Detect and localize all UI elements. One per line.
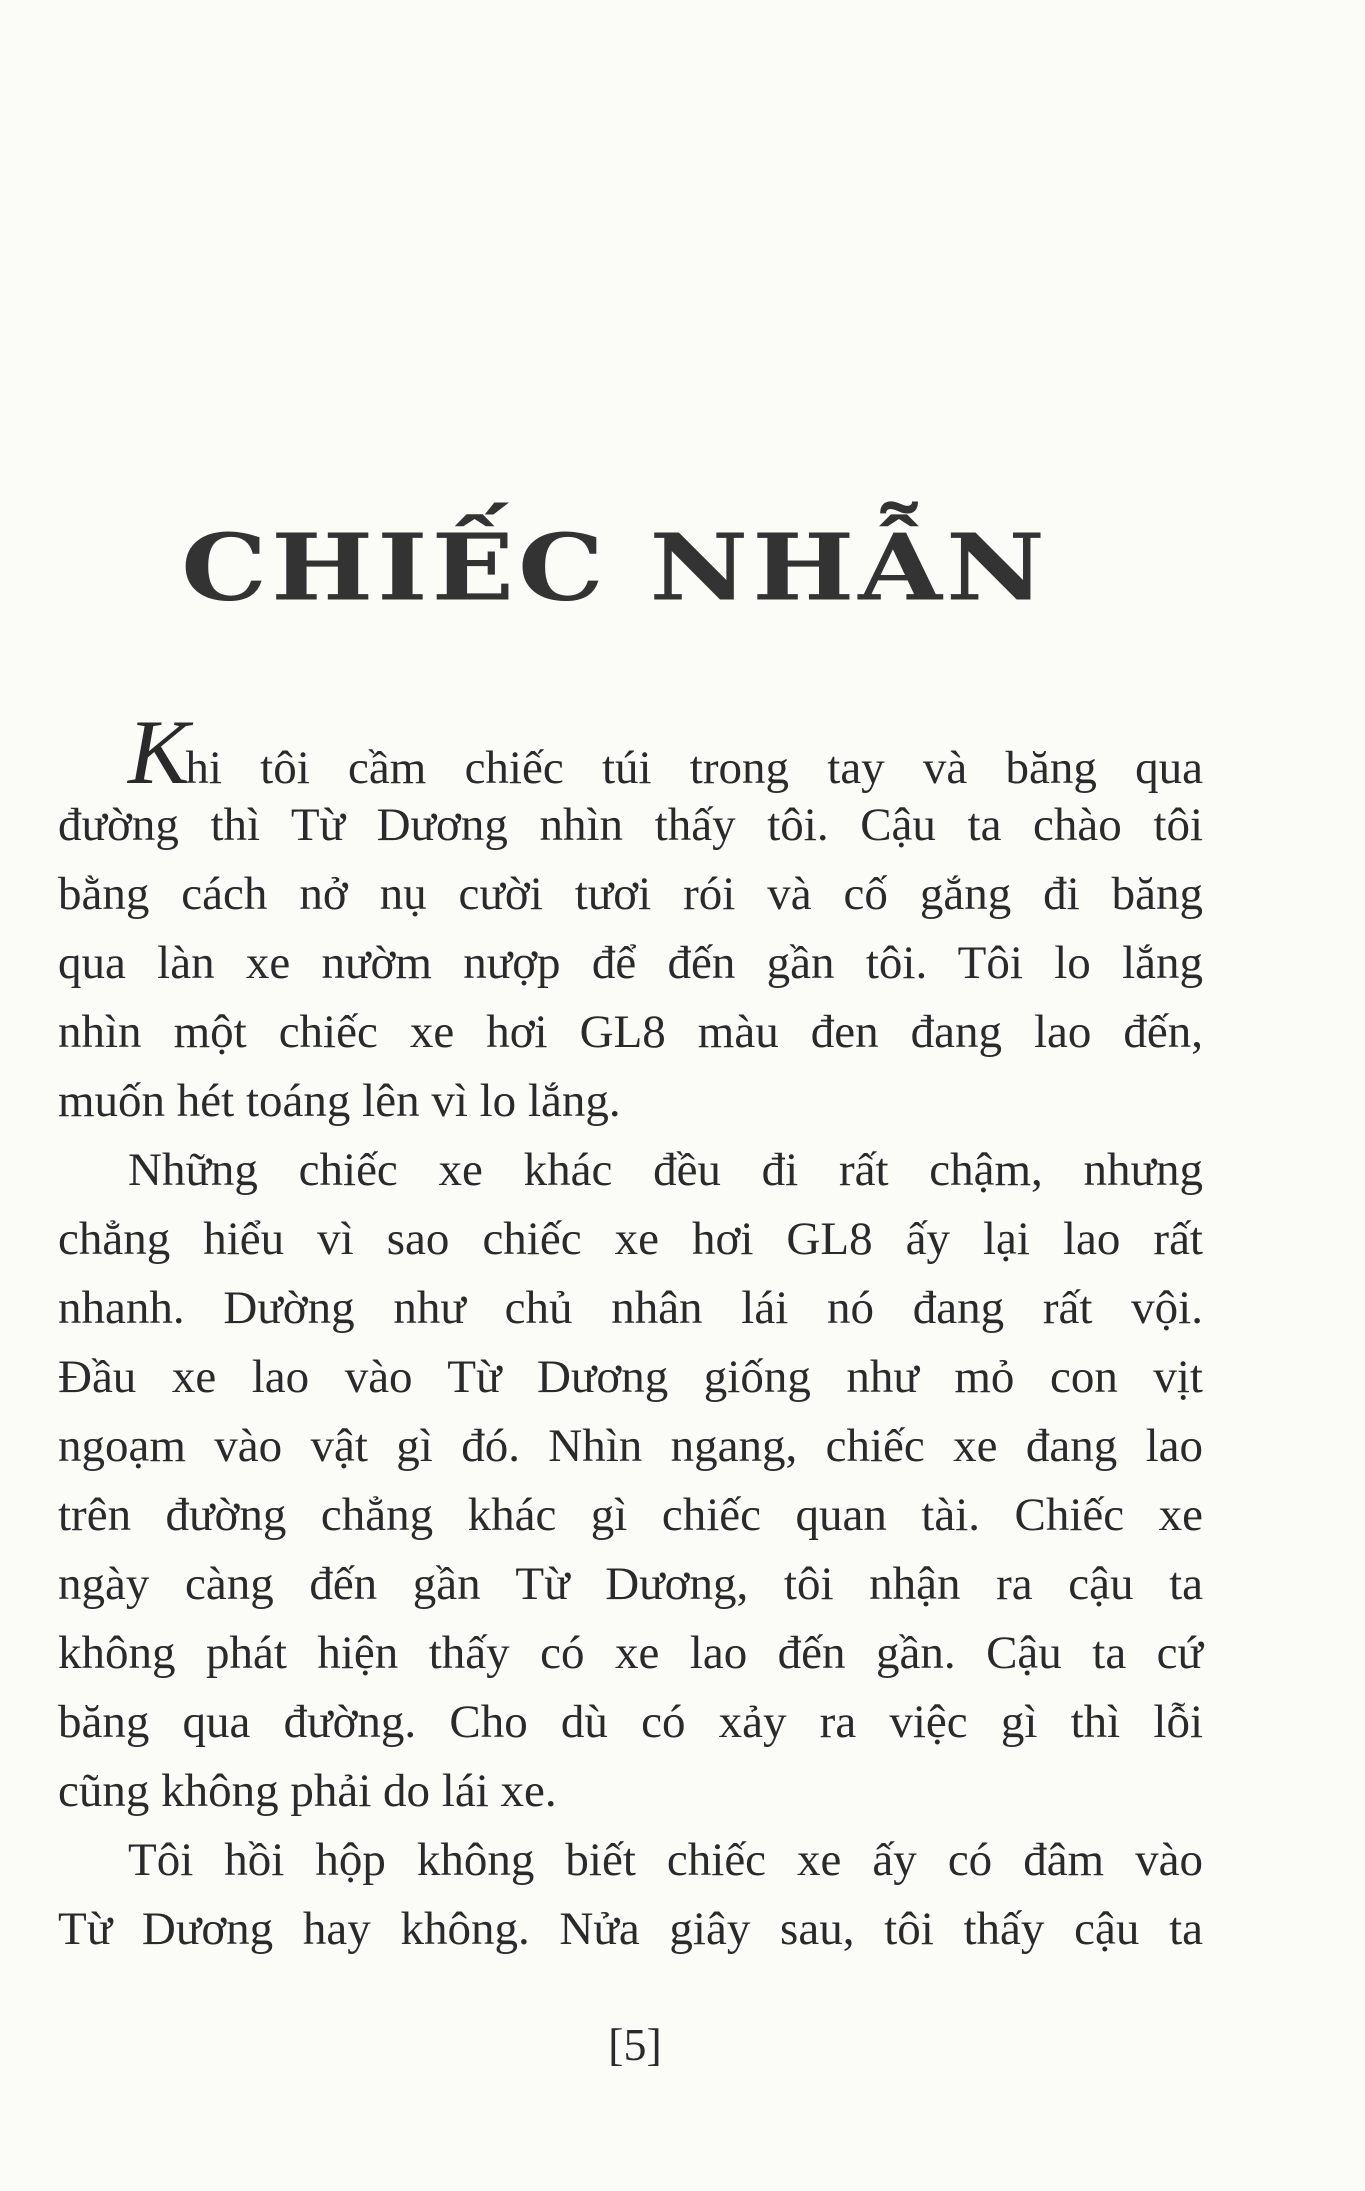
page-number: [5] [608,2019,662,2070]
text-line: cũng không phải do lái xe. [58,1765,557,1817]
text-line [58,701,1203,803]
text-line: nhanh. Dường như chủ nhân lái nó đang rất vội. [58,1282,1203,1334]
text-line: nhìn một chiếc xe hơi GL8 màu đen đang lao đến, [58,1006,1203,1058]
text-line: băng qua đường. Cho dù có xảy ra việc gì thì lỗi [58,1696,1203,1748]
text-line: ngoạm vào vật gì đó. Nhìn ngang, chiếc xe đang lao [58,1420,1203,1472]
text-line: bằng cách nở nụ cười tươi rói và cố gắng đi băng [58,868,1203,920]
chapter-title: CHIẾC NHẪN [181,514,1049,622]
text-line: không phát hiện thấy có xe lao đến gần. Cậu ta cứ [58,1627,1203,1679]
text-line: đường thì Từ Dương nhìn thấy tôi. Cậu ta chào tôi [58,799,1203,851]
text-line: Tôi hồi hộp không biết chiếc xe ấy có đâm vào [128,1834,1203,1886]
text-line: chẳng hiểu vì sao chiếc xe hơi GL8 ấy lại lao rất [58,1213,1203,1265]
text-line: qua làn xe nườm nượp để đến gần tôi. Tôi lo lắng [58,937,1203,989]
drop-cap: K [128,701,190,803]
text-line: ngày càng đến gần Từ Dương, tôi nhận ra cậu ta [58,1558,1203,1610]
text-line: trên đường chẳng khác gì chiếc quan tài. Chiếc xe [58,1489,1203,1541]
text-line: Từ Dương hay không. Nửa giây sau, tôi thấy cậu ta [58,1903,1203,1955]
text-line: Những chiếc xe khác đều đi rất chậm, nhưng [128,1144,1203,1196]
text-line: muốn hét toáng lên vì lo lắng. [58,1075,621,1127]
text-span: hi tôi cầm chiếc túi trong tay và băng qua [185,742,1203,794]
body-text [58,701,1203,1964]
text-line: Đầu xe lao vào Từ Dương giống như mỏ con vịt [58,1351,1203,1403]
